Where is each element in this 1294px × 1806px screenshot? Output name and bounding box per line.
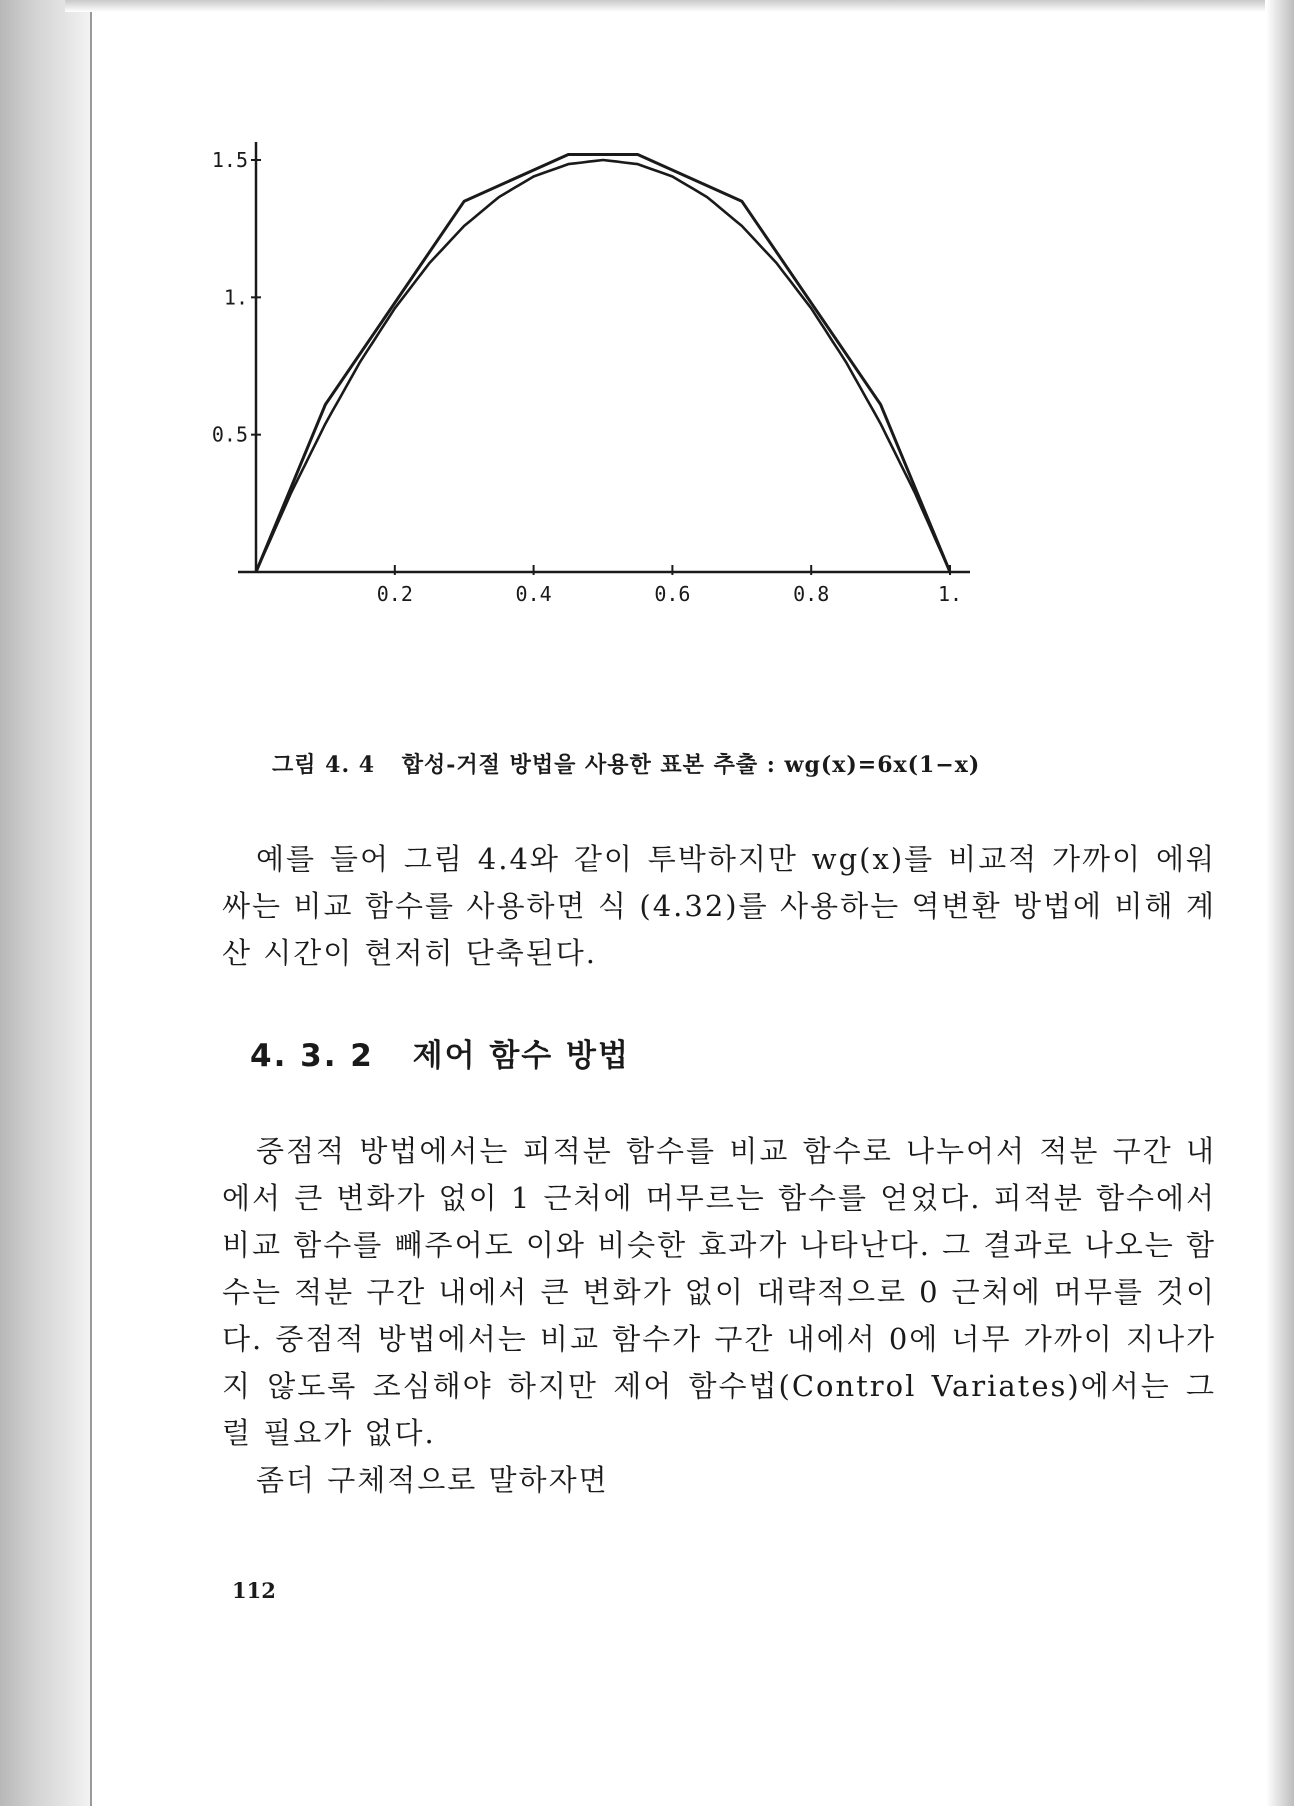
series-line-1 [256,160,950,572]
paragraph-2-last-line: 좀더 구체적으로 말하자면 [256,1463,609,1497]
page-number: 112 [232,1578,276,1603]
figure-caption-label: 그림 4. 4 [272,752,376,778]
paragraph-2-text: 중점적 방법에서는 피적분 함수를 비교 함수로 나누어서 적분 구간 내에서 큰 변화가 없이 1 근처에 머무르는 함수를 얻었다. 피적분 함수에서 비교 함수를 빼주어도 이와 비슷한 효과가 나타난다. 그 결과로 나오는 함수는 적분 구간 내에서 큰 변화가 없이 대략적으로 0 근처에 머무를 것이다. 중점적 방법에서는 비교 함수가 구간 내에서 0에 너무 가까이 지나가지 않도록 조심해야 하지만 제어 함수법(Control Variates)에서는 그럴 필요가 없다. [222,1134,1216,1450]
figure-caption [272,748,1172,779]
book-page [92,0,1266,1806]
section-number: 4. 3. 2 [250,1038,374,1074]
paragraph-1 [222,836,1216,977]
x-tick-label-1: 0.2 [376,582,413,606]
x-tick-label-3: 0.6 [654,582,691,606]
section-heading [250,1030,630,1075]
x-tick-label-4: 0.8 [793,582,830,606]
paragraph-1-text: 예를 들어 그림 4.4와 같이 투박하지만 wg(x)를 비교적 가까이 에워싸는 비교 함수를 사용하면 식 (4.32)를 사용하는 역변환 방법에 비해 계산 시간이 현저히 단축된다. [222,842,1216,970]
book-left-edge [0,0,92,1806]
x-tick-label-5: 1. [937,582,963,606]
x-tick-label-2: 0.4 [515,582,552,606]
paragraph-2 [222,1128,1216,1504]
y-tick-label-1: 0.5 [211,422,248,447]
figure-chart [211,140,1222,720]
figure-caption-text: 합성-거절 방법을 사용한 표본 추출 : wg(x)=6x(1−x) [401,752,981,778]
book-right-edge [1266,0,1294,1806]
y-tick-label-3: 1.5 [211,148,248,172]
section-title: 제어 함수 방법 [412,1038,630,1074]
y-tick-label-2: 1. [223,285,248,310]
